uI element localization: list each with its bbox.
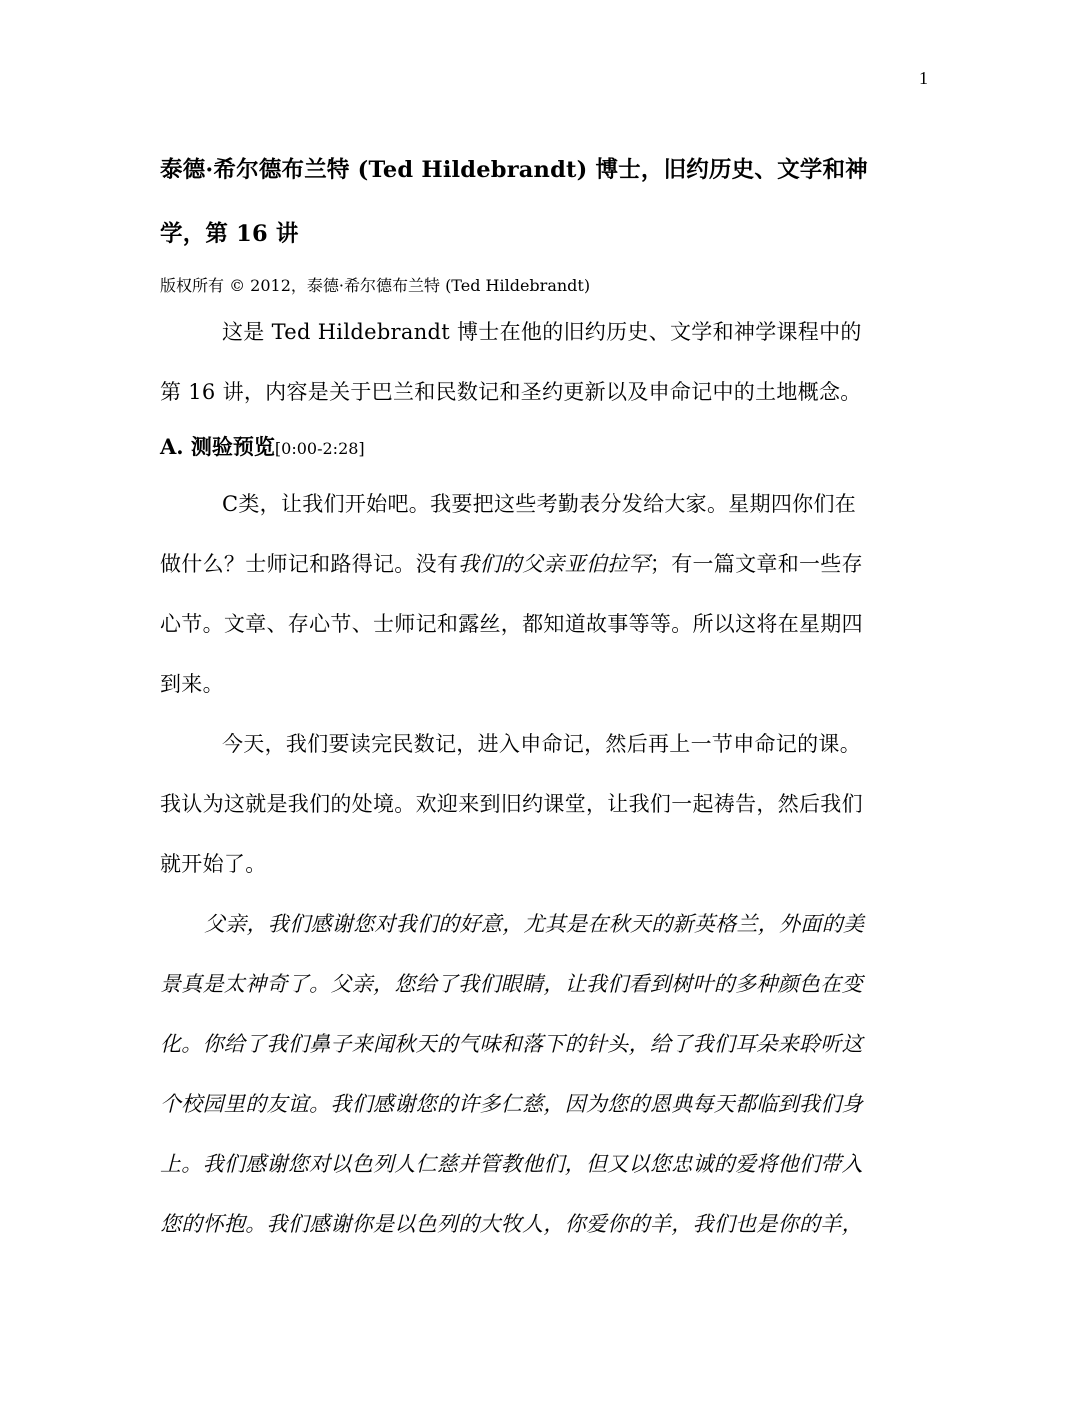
paragraph-today: [160, 714, 932, 894]
para1-line-4: 到来。: [160, 672, 224, 696]
para1-line-3: 心节。文章、存心节、士师记和露丝，都知道故事等等。所以这将在星期四: [160, 612, 863, 636]
para2-line-2: 我认为这就是我们的处境。欢迎来到旧约课堂，让我们一起祷告，然后我们: [160, 792, 863, 816]
prayer-line-6: 您的怀抱。我们感谢你是以色列的大牧人，你爱你的羊，我们也是你的羊，: [160, 1212, 863, 1236]
title-line-2: 学，第 16 讲: [160, 221, 299, 247]
para2-line-1: 今天，我们要读完民数记，进入申命记，然后再上一节申命记的课。: [222, 732, 861, 756]
prayer-line-1: 父亲，我们感谢您对我们的好意，尤其是在秋天的新英格兰，外面的美: [204, 912, 865, 936]
para1-line-2: [160, 534, 932, 594]
book-title-italic: 我们的父亲亚伯拉罕: [458, 552, 650, 576]
para1-line-2-end: ；有一篇文章和一些存: [649, 552, 863, 576]
paragraph-quiz-preview: [160, 474, 932, 714]
para1-line-1: C类，让我们开始吧。我要把这些考勤表分发给大家。星期四你们在: [222, 492, 857, 516]
document-body: [160, 138, 932, 1254]
para1-line-2-start: 做什么？士师记和路得记。没有: [160, 552, 459, 576]
prayer-line-2: 景真是太神奇了。父亲，您给了我们眼睛，让我们看到树叶的多种颜色在变: [160, 972, 863, 996]
intro-line-2: 第 16 讲，内容是关于巴兰和民数记和圣约更新以及申命记中的土地概念。: [160, 380, 862, 404]
prayer-line-4: 个校园里的友谊。我们感谢您的许多仁慈，因为您的恩典每天都临到我们身: [160, 1092, 863, 1116]
title-line-1: 泰德·希尔德布兰特 (Ted Hildebrandt) 博士，旧约历史、文学和神: [160, 157, 868, 183]
copyright-notice: 版权所有 © 2012，泰德·希尔德布兰特 (Ted Hildebrandt): [160, 276, 591, 295]
intro-line-1: 这是 Ted Hildebrandt 博士在他的旧约历史、文学和神学课程中的: [222, 320, 862, 344]
section-heading-a: [160, 422, 932, 474]
section-heading-label: A. 测验预览: [160, 434, 275, 459]
intro-paragraph: [160, 302, 932, 422]
prayer-line-3: 化。你给了我们鼻子来闻秋天的气味和落下的针头，给了我们耳朵来聆听这: [160, 1032, 863, 1056]
section-timestamp: [0:00-2:28]: [274, 439, 365, 458]
prayer-paragraph: [160, 894, 932, 1254]
page-number: 1: [919, 68, 928, 88]
prayer-line-5: 上。我们感谢您对以色列人仁慈并管教他们，但又以您忠诚的爱将他们带入: [160, 1152, 863, 1176]
para2-line-3: 就开始了。: [160, 852, 267, 876]
document-title: [160, 138, 932, 266]
